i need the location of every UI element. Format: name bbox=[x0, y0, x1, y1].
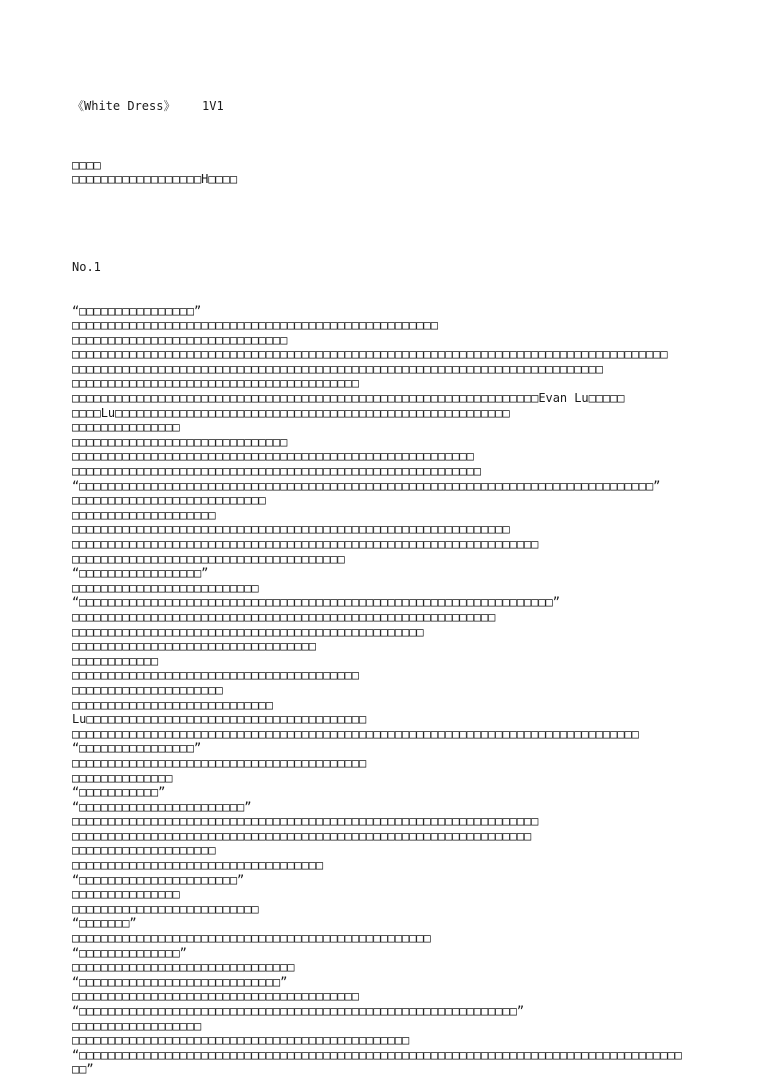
text-line: □□□□Lu□□□□□□□□□□□□□□□□□□□□□□□□□□□□□□□□□□□□□□□□□□□□□□□□□□□□□□□ bbox=[72, 405, 510, 420]
text-line: □□□□□□□□□□□□□□□ bbox=[72, 420, 180, 435]
text-line: □□□□□□□□□□□□□□□□□□□□□□□□□□□□□□ bbox=[72, 332, 288, 347]
text-line: □□□□□□□□□□□□□□□□□□□□□□□□□□□□□□□□□□□□□□ bbox=[72, 551, 345, 566]
text-line: □□□□□□□□□□□□□□□□□□□□□ bbox=[72, 682, 223, 697]
text-line: □□□□□□□□□□□□□□□□□□□□□□□□□□□□□□□□□□□□□□□□□□□□□□□□□□□□□□□□□ bbox=[72, 464, 481, 479]
text-line: □□□□□□□□□□□□□□□□□□□□□□□□□□□□□□□□□□□□□□□□□□□□□□□□□□□□□□□□□□□□□□□□□ bbox=[72, 537, 539, 551]
text-line: □□□□□□□□□□□□□□□□□□□□□□□□□□ bbox=[72, 580, 259, 595]
document-title: 《White Dress》 bbox=[72, 99, 176, 114]
text-line: □□□□□□□□□□□□□□□□□□□□□□□□□□□□□□□□□□□□□□□□□□□□□□□□□□ bbox=[72, 931, 431, 946]
text-line: □□” bbox=[72, 1062, 94, 1077]
text-line: □□□□□□□□□□□□□□□□□□□□ bbox=[72, 507, 216, 522]
text-line: “□□□□□□□□□□□□□□□□□□□□□□” bbox=[72, 872, 245, 887]
text-line: “□□□□□□□□□□□□□□□□□” bbox=[72, 566, 209, 581]
text-line: “□□□□□□□□□□□□□□□□□□□□□□□” bbox=[72, 799, 252, 814]
text-line: □□□□□□□□□□□□□□□□□□□□ bbox=[72, 843, 216, 858]
header-block bbox=[72, 158, 712, 187]
header-line: □□□□ bbox=[72, 157, 101, 172]
text-line: □□□□□□□□□□□□□□□□□□□□□□□□□□□□□□□□□□□□□□□□□□□□□□□□□□□□□□□□□□□□□□□□□□□□□□□□□□□□□□□ bbox=[72, 726, 639, 741]
text-line: “□□□□□□□” bbox=[72, 916, 137, 931]
text-line: “□□□□□□□□□□□□□□□□□□□□□□□□□□□□□□□□□□□□□□□□□□□□□□□□□□□□□□□□□□□□□” bbox=[72, 1004, 525, 1018]
text-line: □□□□□□□□□□□□□□ bbox=[72, 770, 173, 785]
chapter-label: No.1 bbox=[72, 259, 101, 274]
document-title-line bbox=[72, 99, 712, 114]
text-line: □□□□□□□□□□□□□□□□□□□□□□□□□□□ bbox=[72, 493, 266, 508]
text-line: □□□□□□□□□□□□□□□□□□□□□□□□□□□□□□□□□□□□□□□□□□□□□□□□□□□□□□□□□□□□□□□□□Evan Lu□□□□□ bbox=[72, 391, 625, 406]
text-line: “□□□□□□□□□□□□□□□□□□□□□□□□□□□□” bbox=[72, 974, 288, 989]
text-line: □□□□□□□□□□□□□□□□□□□□□□□□□□□□□□□ bbox=[72, 960, 295, 975]
text-line: Lu□□□□□□□□□□□□□□□□□□□□□□□□□□□□□□□□□□□□□□□ bbox=[72, 712, 367, 727]
section-gap bbox=[72, 216, 712, 231]
text-line: “□□□□□□□□□□□□□□□□□□□□□□□□□□□□□□□□□□□□□□□□□□□□□□□□□□□□□□□□□□□□□□□□□□□□□□□□□□□□□□□□” bbox=[72, 478, 661, 493]
text-line: □□□□□□□□□□□□□□□ bbox=[72, 887, 180, 902]
text-line: “□□□□□□□□□□□□□□□□□□□□□□□□□□□□□□□□□□□□□□□□□□□□□□□□□□□□□□□□□□□□□□□□□□” bbox=[72, 595, 560, 610]
text-line: □□□□□□□□□□□□□□□□□□□□□□□□□□□□□□□□□□□□□□□□□□□□□□□□□□□□□□□□ bbox=[72, 449, 474, 464]
text-line: □□□□□□□□□□□□□□□□□□□□□□□□□□□□□□□□□□□□□□□□ bbox=[72, 668, 359, 683]
text-line: □□□□□□□□□□□□□□□□□□□□□□□□□□ bbox=[72, 901, 259, 916]
text-line: □□□□□□□□□□□□□□□□□□□□□□□□□□□□□□□□□□□□□□□□□□□□□□□□□□□□□□□□□□□ bbox=[72, 609, 496, 624]
text-line: □□□□□□□□□□□□□□□□□□□□□□□□□□□□□□□□□□□□□□□□□□□□□□□□□□□ bbox=[72, 318, 438, 333]
document-page bbox=[72, 70, 712, 1092]
text-line: □□□□□□□□□□□□□□□□□□□□□□□□□□□□□□□□□□□□□□□□□□□□□□□□□□□□□□□□□□□□□□□□□□□□□□□□□□□□□□□□□□□ bbox=[72, 347, 668, 362]
document-subtitle: 1V1 bbox=[202, 99, 224, 114]
text-line: □□□□□□□□□□□□□□□□□□□□□□□□□□□□□□□□□□□□□□□□□ bbox=[72, 755, 367, 770]
text-line: □□□□□□□□□□□□□□□□□□□□□□□□□□□□□□□□□□□□□□□□□□□□□□□□□□□□□□□□□□□□□□□□ bbox=[72, 828, 532, 843]
text-line: □□□□□□□□□□□□□□□□□□ bbox=[72, 1018, 202, 1033]
text-line: □□□□□□□□□□□□ bbox=[72, 653, 159, 668]
text-line: □□□□□□□□□□□□□□□□□□□□□□□□□□□□□□□□□□□□□□□□ bbox=[72, 376, 359, 391]
text-line: □□□□□□□□□□□□□□□□□□□□□□□□□□□□ bbox=[72, 697, 273, 712]
text-line: □□□□□□□□□□□□□□□□□□□□□□□□□□□□□□□□□□□□□□□□□□□□□□□□□ bbox=[72, 624, 424, 639]
text-line: □□□□□□□□□□□□□□□□□□□□□□□□□□□□□□□□□□□□□□□□□□□□□□□□□□□□□□□□□□□□□□□□□ bbox=[72, 814, 539, 829]
text-line: “□□□□□□□□□□□” bbox=[72, 785, 166, 800]
text-line: “□□□□□□□□□□□□□□” bbox=[72, 945, 187, 960]
text-line: □□□□□□□□□□□□□□□□□□□□□□□□□□□□□□ bbox=[72, 434, 288, 449]
header-line: □□□□□□□□□□□□□□□□□□H□□□□ bbox=[72, 172, 238, 187]
text-line: □□□□□□□□□□□□□□□□□□□□□□□□□□□□□□□□□□□□□□□□□□□□□□□□□□□□□□□□□□□□□ bbox=[72, 522, 510, 537]
text-line: □□□□□□□□□□□□□□□□□□□□□□□□□□□□□□□□□□ bbox=[72, 639, 316, 654]
text-line: “□□□□□□□□□□□□□□□□” bbox=[72, 741, 202, 756]
text-line: □□□□□□□□□□□□□□□□□□□□□□□□□□□□□□□□□□□□□□□□□□□□□□□ bbox=[72, 1033, 410, 1048]
text-line: □□□□□□□□□□□□□□□□□□□□□□□□□□□□□□□□□□□ bbox=[72, 858, 324, 873]
text-line: “□□□□□□□□□□□□□□□□” bbox=[72, 303, 202, 318]
body-text bbox=[72, 304, 712, 1077]
text-line: “□□□□□□□□□□□□□□□□□□□□□□□□□□□□□□□□□□□□□□□□□□□□□□□□□□□□□□□□□□□□□□□□□□□□□□□□□□□□□□□□□□□□ bbox=[72, 1047, 682, 1062]
text-line: □□□□□□□□□□□□□□□□□□□□□□□□□□□□□□□□□□□□□□□□ bbox=[72, 989, 359, 1004]
text-line: □□□□□□□□□□□□□□□□□□□□□□□□□□□□□□□□□□□□□□□□□□□□□□□□□□□□□□□□□□□□□□□□□□□□□□□□□□ bbox=[72, 361, 603, 376]
